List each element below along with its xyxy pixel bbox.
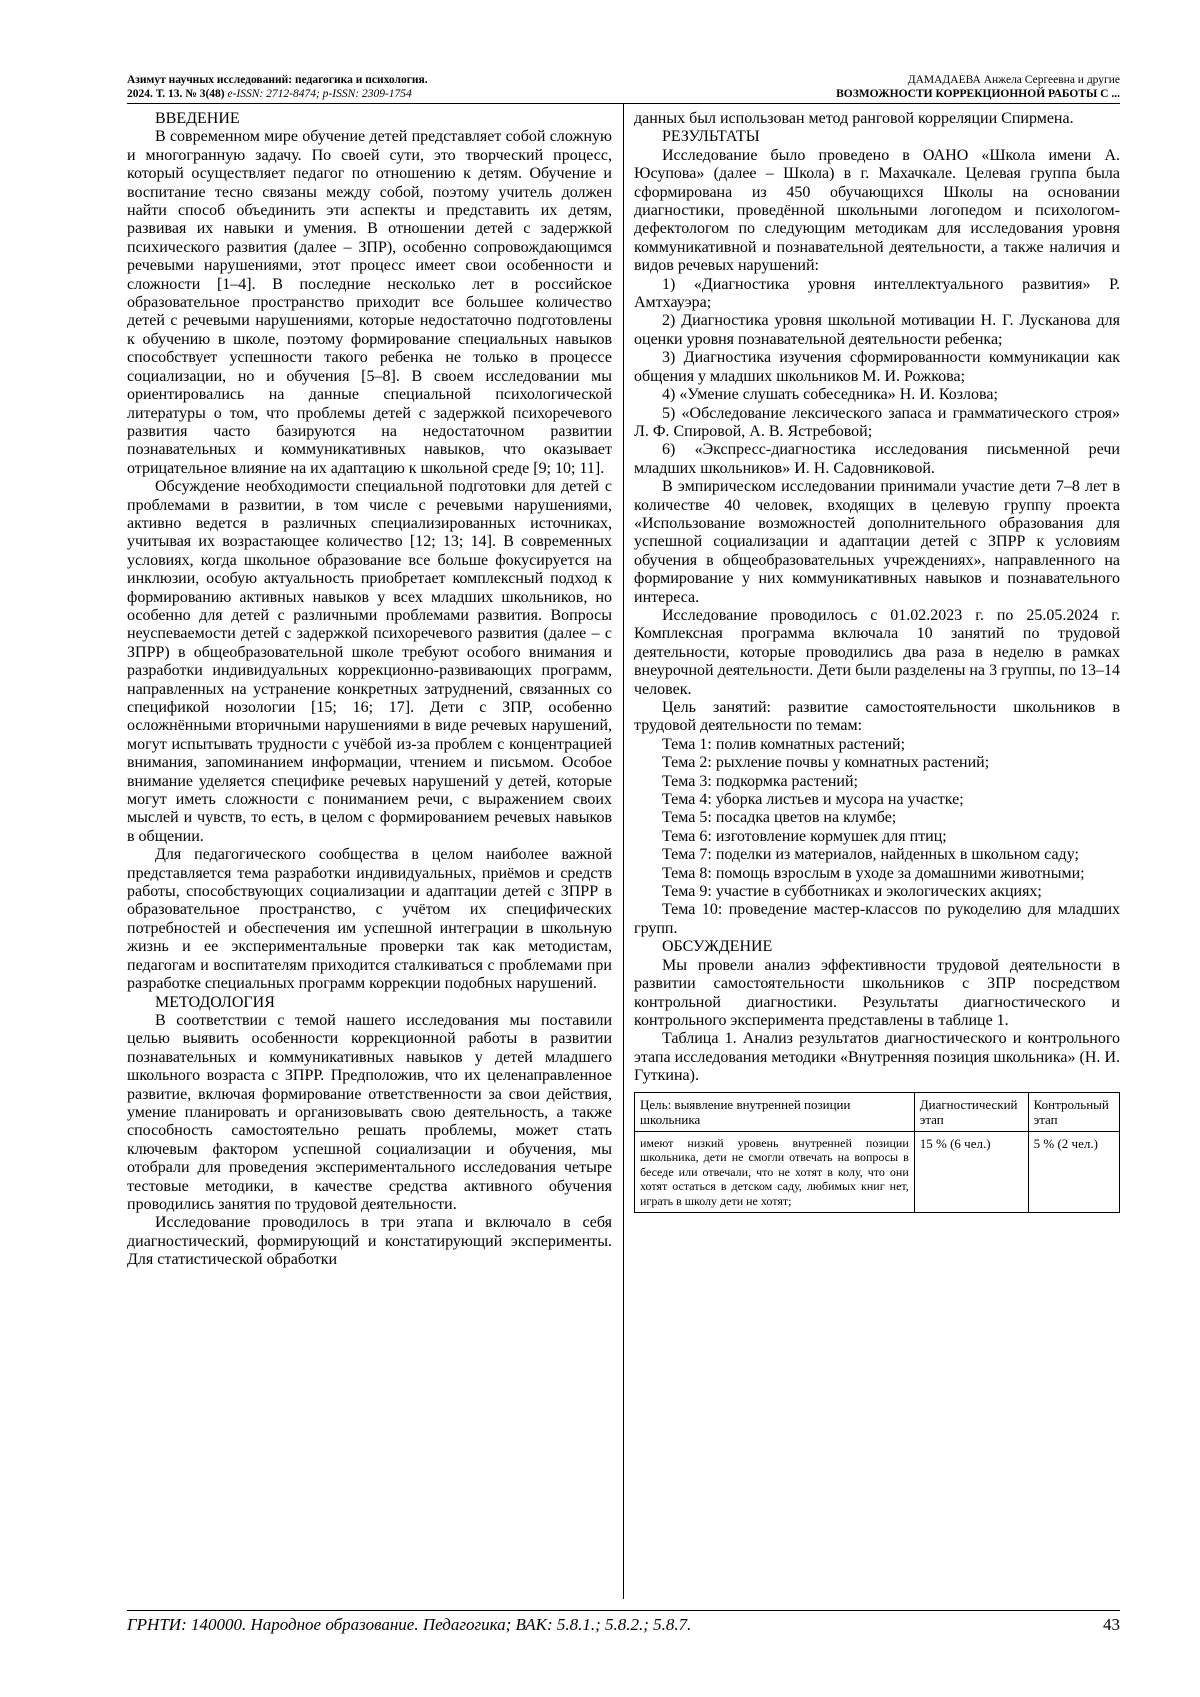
results-paragraph-4: Цель занятий: развитие самостоятельности школьников в трудовой деятельности по темам: (634, 699, 1120, 735)
topic-item: Тема 9: участие в субботниках и экологических акциях; (662, 883, 1042, 901)
method-paragraph-1: В соответствии с темой нашего исследования мы поставили целью выявить особенности коррекционной работы в развитии познавательных и коммуникативных навыков у детей младшего школьного возраста с ЗПРР. Предположив, что их целенаправленное развитие, включая формирование ответственности за свои действия, умение планировать и организовывать свою деятельность, а также способность самостоятельно решать проблемы, может стать ключевым фактором успешной социализации и обучения, мы отобрали для проведения экспериментального исследования четыре тестовые методики, в качестве средства активного обучения проводились занятия по трудовой деятельности. (127, 1011, 612, 1213)
topic-item: Тема 4: уборка листьев и мусора на участке; (662, 791, 964, 809)
journal-issn: e-ISSN: 2712-8474; p-ISSN: 2309-1754 (227, 88, 412, 100)
table-cell: 15 % (6 чел.) (914, 1131, 1028, 1213)
article-authors: ДАМАДАЕВА Анжела Сергеевна и другие (907, 74, 1120, 86)
method-item: 4) «Умение слушать собеседника» Н. И. Козлова; (662, 386, 998, 404)
method-item: 1) «Диагностика уровня интеллектуального развития» Р. Амтхауэра; (634, 275, 1120, 312)
page-header (127, 73, 1120, 103)
table-header-cell: Контрольный этап (1028, 1092, 1119, 1131)
topic-item: Тема 6: изготовление кормушек для птиц; (662, 827, 947, 845)
results-paragraph-2: В эмпирическом исследовании принимали участие дети 7–8 лет в количестве 40 человек, входящих в целевую группу проекта «Использование возможностей дополнительного образования для успешной социализации и адаптации детей с ЗПРР к условиям обучения в общеобразовательных учреждениях», направленного на формирование у них коммуникативных навыков и познавательного интереса. (634, 478, 1120, 606)
intro-paragraph-3: Для педагогического сообщества в целом наиболее важной представляется тема разработки индивидуальных, приёмов и средств работы, способствующих социализации и адаптации детей с ЗПРР в образовательное пространство, с учётом их специфических потребностей и обеспечения им успешной интеграции в школьную жизнь и ее экспериментальные проверки так как методистам, педагогам и воспитателям приходится сталкиваться с проблемами при разработке специальных программ коррекции подобных нарушений. (127, 846, 612, 993)
results-paragraph-3: Исследование проводилось с 01.02.2023 г. по 25.05.2024 г. Комплексная программа включала 10 занятий по трудовой деятельности, которые проводились два раза в неделю в рамках внеурочной деятельности. Дети были разделены на 3 группы, по 13–14 человек. (634, 606, 1120, 698)
topic-item: Тема 1: полив комнатных растений; (662, 735, 906, 753)
table-row (635, 1131, 1120, 1213)
article-running-title: ВОЗМОЖНОСТИ КОРРЕКЦИОННОЙ РАБОТЫ С ... (836, 88, 1120, 100)
discussion-heading: ОБСУЖДЕНИЕ (662, 938, 773, 956)
table-header-row (635, 1092, 1120, 1131)
results-paragraph-1: Исследование было проведено в ОАНО «Школа имени А. Юсупова» (далее – Школа) в г. Махачкале. Целевая группа была сформирована из 450 обучающихся Школы на основании диагностики, проведённой школьными логопедом и психологом-дефектологом по следующим методикам для исследования уровня коммуникативной и познавательной деятельности, а также наличия и видов речевых нарушений: (634, 146, 1120, 275)
table-caption: Таблица 1. Анализ результатов диагностического и контрольного этапа исследования методики «Внутренняя позиция школьника» (Н. И. Гуткина). (634, 1030, 1120, 1085)
intro-paragraph-1: В современном мире обучение детей представляет собой сложную и многогранную задачу. По своей сути, это творческий процесс, который осуществляет педагог по отношению к детям. Обучение и воспитание тесно связаны между собой, поэтому учитель должен найти способ объединить эти аспекты и представить их детям, развивая их навыки и умения. В отношении детей с задержкой психического развития (далее – ЗПР), особенно сопровождающимся речевыми нарушениями, этот процесс имеет свои особенности и сложности [1–4]. В последние несколько лет в российское образовательное пространство приходит все большее количество детей с речевыми нарушениями, которые недостаточно подготовлены к обучению в школе, поэтому формирование специальных навыков способствует успешности такого ребенка не только в процессе социализации, но и обучения [5–8]. В своем исследовании мы ориентировались на данные специальной психологической литературы о том, что проблемы детей с задержкой психоречевого развития часто базируются на недостаточном развитии познавательных и коммуникативных навыков, что оказывает отрицательное влияние на их адаптацию к школьной среде [9; 10; 11]. (127, 128, 612, 477)
table-header-cell: Цель: выявление внутренней позиции школьника (635, 1092, 915, 1131)
method-continuation: данных был использован метод ранговой корреляции Спирмена. (634, 110, 1074, 127)
method-item: 5) «Обследование лексического запаса и грамматического строя» Л. Ф. Спировой, А. В. Ястребовой; (634, 404, 1120, 440)
topic-item: Тема 8: помощь взрослым в уходе за домашними животными; (662, 864, 1085, 882)
classification-codes: ГРНТИ: 140000. Народное образование. Педагогика; ВАК: 5.8.1.; 5.8.2.; 5.8.7. (127, 1615, 692, 1634)
method-paragraph-2: Исследование проводилось в три этапа и включало в себя диагностический, формирующий и констатирующий эксперименты. Для статистической обработки (127, 1214, 612, 1269)
intro-heading: ВВЕДЕНИЕ (155, 110, 240, 127)
table-cell: имеют низкий уровень внутренней позиции школьника, дети не смогли отвечать на вопросы в беседе или отвечали, что не хотят в колу, что они хотят остаться в детском саду, любимых книг нет, играть в школу дети не хотят; (635, 1131, 915, 1213)
results-table (634, 1092, 1120, 1214)
method-item: 2) Диагностика уровня школьной мотивации Н. Г. Лусканова для оценки уровня познавательной деятельности ребенка; (634, 312, 1120, 348)
topic-item: Тема 3: подкормка растений; (662, 772, 858, 790)
method-heading: МЕТОДОЛОГИЯ (155, 993, 275, 1011)
right-column (634, 110, 1120, 1599)
table-header-cell: Диагностический этап (914, 1092, 1028, 1131)
topic-item: Тема 2: рыхление почвы у комнатных растений; (662, 754, 990, 772)
discussion-paragraph-1: Мы провели анализ эффективности трудовой деятельности в развитии самостоятельности школьников с ЗПР посредством контрольной диагностики. Результаты диагностического и контрольного эксперимента представлены в таблице 1. (634, 956, 1120, 1029)
method-item: 6) «Экспресс-диагностика исследования письменной речи младших школьников» И. Н. Садовниковой. (634, 441, 1120, 477)
journal-issue-line (127, 87, 428, 101)
page-number: 43 (1103, 1615, 1120, 1634)
method-item: 3) Диагностика изучения сформированности коммуникации как общения у младших школьников М. И. Рожкова; (634, 349, 1120, 385)
topic-item: Тема 5: посадка цветов на клумбе; (662, 809, 897, 827)
results-heading: РЕЗУЛЬТАТЫ (662, 128, 760, 146)
article-info (836, 73, 1120, 101)
journal-info (127, 73, 428, 101)
journal-title: Азимут научных исследований: педагогика и психология. (127, 74, 428, 86)
column-divider (623, 103, 624, 1599)
left-column (127, 110, 612, 1599)
table-cell: 5 % (2 чел.) (1028, 1131, 1119, 1213)
intro-paragraph-2: Обсуждение необходимости специальной подготовки для детей с проблемами в развитии, в том числе с речевыми нарушениями, активно ведется в различных специализированных источниках, учитывая их возрастающее количество [12; 13; 14]. В современных условиях, когда школьное образование все больше фокусируется на инклюзии, особую актуальность приобретает комплексный подход к формированию активных навыков у всех младших школьников, но особенно для детей с различными проблемами развития. Вопросы неуспеваемости детей с задержкой психоречевого развития (далее – с ЗПРР) в общеобразовательной школе требуют особого внимания и разработки индивидуальных коррекционно-развивающих программ, направленных на устранение конкретных затруднений, связанных со спецификой нозологии [15; 16; 17]. Дети с ЗПР, особенно осложнёнными вторичными нарушениями в виде речевых нарушений, могут испытывать трудности с учёбой из-за проблем с концентрацией внимания, запоминанием информации, чтением и письмом. Особое внимание уделяется специфике речевых нарушений у детей, которые могут иметь сложности с пониманием речи, с выражением своих мыслей и чувств, то есть, в целом с формированием речевых навыков в общении. (127, 478, 612, 845)
page-footer (127, 1610, 1120, 1635)
topic-item: Тема 10: проведение мастер-классов по рукоделию для младших групп. (634, 901, 1120, 937)
topic-item: Тема 7: поделки из материалов, найденных в школьном саду; (662, 846, 1079, 864)
journal-issue: 2024. Т. 13. № 3(48) (127, 88, 225, 100)
